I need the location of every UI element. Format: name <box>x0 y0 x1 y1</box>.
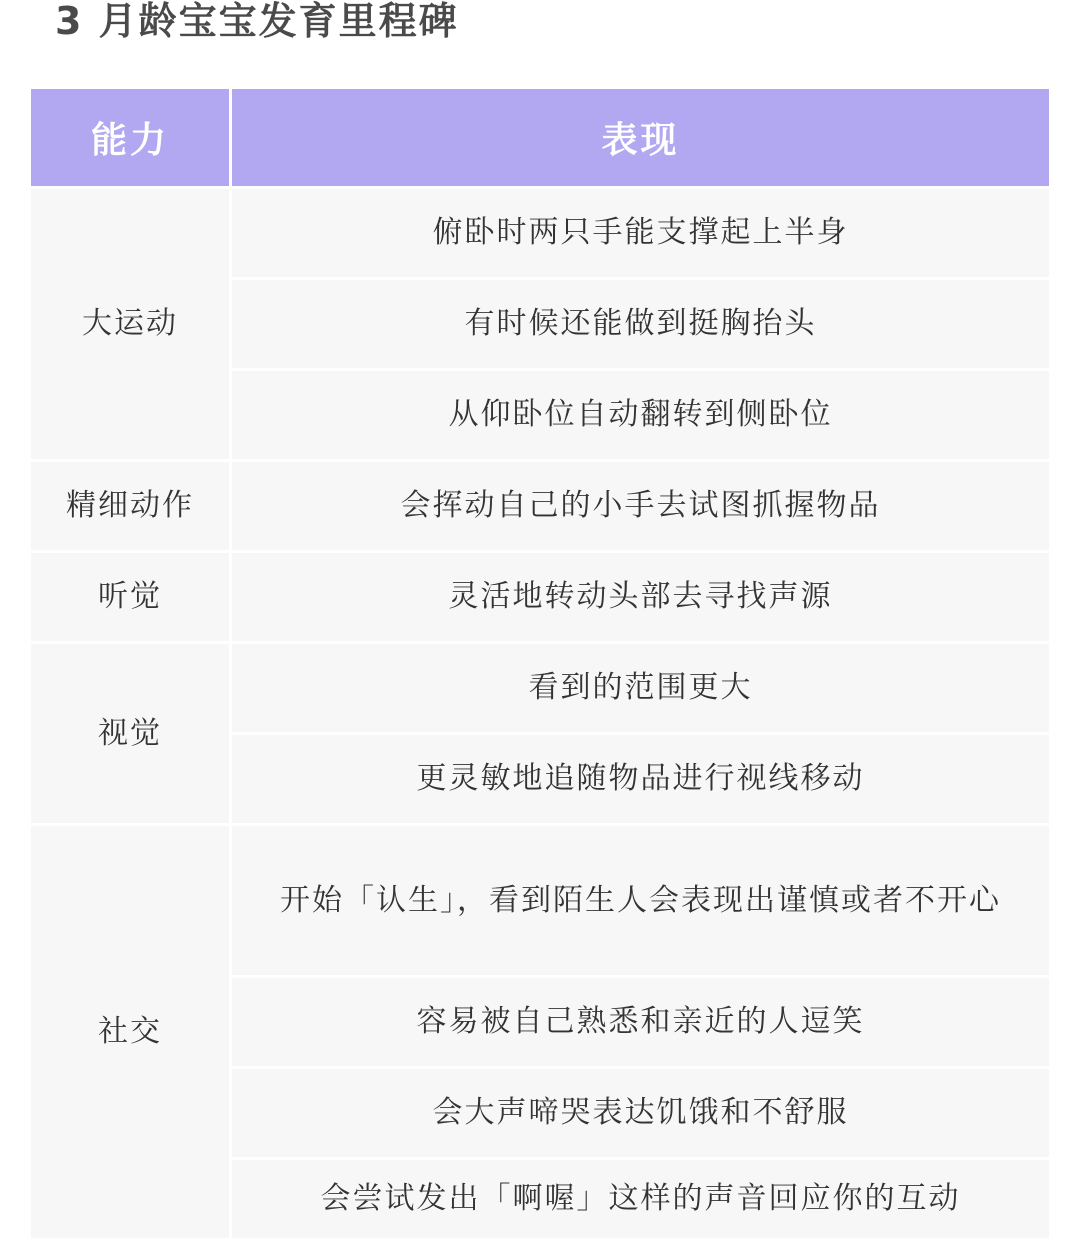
table-row <box>31 826 1049 978</box>
header-behavior: 表现 <box>232 89 1049 189</box>
behavior-cell: 会大声啼哭表达饥饿和不舒服 <box>232 1069 1049 1160</box>
behavior-cell: 有时候还能做到挺胸抬头 <box>232 280 1049 371</box>
behavior-cell: 看到的范围更大 <box>232 644 1049 735</box>
milestone-table <box>31 89 1049 1238</box>
ability-cell-fine-motor: 精细动作 <box>31 462 232 553</box>
header-ability: 能力 <box>31 89 232 189</box>
table-row <box>31 553 1049 644</box>
behavior-cell: 开始「认生」，看到陌生人会表现出谨慎或者不开心 <box>232 826 1049 978</box>
ability-cell-social: 社交 <box>31 826 232 1238</box>
ability-cell-hearing: 听觉 <box>31 553 232 644</box>
behavior-cell: 会尝试发出「啊喔」这样的声音回应你的互动 <box>232 1160 1049 1238</box>
table-header-row <box>31 89 1049 189</box>
behavior-cell: 俯卧时两只手能支撑起上半身 <box>232 189 1049 280</box>
page-title: 3 月龄宝宝发育里程碑 <box>55 0 459 43</box>
table-row <box>31 462 1049 553</box>
behavior-cell: 容易被自己熟悉和亲近的人逗笑 <box>232 978 1049 1069</box>
behavior-cell: 灵活地转动头部去寻找声源 <box>232 553 1049 644</box>
table-row <box>31 644 1049 735</box>
behavior-cell: 从仰卧位自动翻转到侧卧位 <box>232 371 1049 462</box>
ability-cell-vision: 视觉 <box>31 644 232 826</box>
behavior-cell: 更灵敏地追随物品进行视线移动 <box>232 735 1049 826</box>
table-row <box>31 189 1049 280</box>
ability-cell-gross-motor: 大运动 <box>31 189 232 462</box>
behavior-cell: 会挥动自己的小手去试图抓握物品 <box>232 462 1049 553</box>
